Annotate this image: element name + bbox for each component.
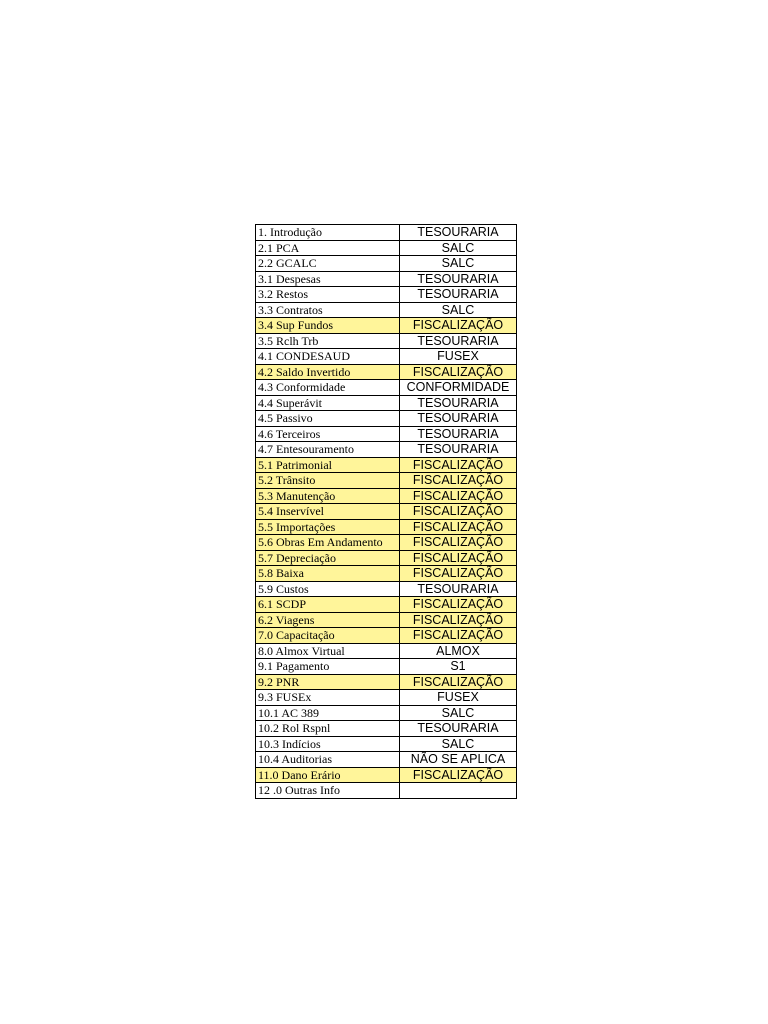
department-cell: SALC xyxy=(400,705,517,721)
item-cell: 4.6 Terceiros xyxy=(256,426,400,442)
table-row xyxy=(256,659,517,675)
department-cell: FISCALIZAÇÃO xyxy=(400,767,517,783)
table-row xyxy=(256,457,517,473)
table-row xyxy=(256,364,517,380)
department-cell: FUSEX xyxy=(400,690,517,706)
table-row xyxy=(256,256,517,272)
item-cell: 11.0 Dano Erário xyxy=(256,767,400,783)
item-cell: 4.1 CONDESAUD xyxy=(256,349,400,365)
item-cell: 5.3 Manutenção xyxy=(256,488,400,504)
department-cell: FISCALIZAÇÃO xyxy=(400,535,517,551)
item-cell: 4.2 Saldo Invertido xyxy=(256,364,400,380)
table-row xyxy=(256,426,517,442)
department-cell xyxy=(400,783,517,799)
table-row xyxy=(256,302,517,318)
item-cell: 10.4 Auditorias xyxy=(256,752,400,768)
department-cell: TESOURARIA xyxy=(400,721,517,737)
table-row xyxy=(256,271,517,287)
item-cell: 7.0 Capacitação xyxy=(256,628,400,644)
table-row xyxy=(256,442,517,458)
department-cell: S1 xyxy=(400,659,517,675)
table-row xyxy=(256,411,517,427)
item-cell: 9.3 FUSEx xyxy=(256,690,400,706)
item-cell: 5.6 Obras Em Andamento xyxy=(256,535,400,551)
department-cell: FISCALIZAÇÃO xyxy=(400,457,517,473)
table-row xyxy=(256,581,517,597)
department-cell: FISCALIZAÇÃO xyxy=(400,566,517,582)
assignment-table-body xyxy=(256,225,517,799)
item-cell: 4.3 Conformidade xyxy=(256,380,400,396)
item-cell: 5.2 Trânsito xyxy=(256,473,400,489)
table-row xyxy=(256,690,517,706)
table-row xyxy=(256,318,517,334)
table-row xyxy=(256,333,517,349)
department-cell: TESOURARIA xyxy=(400,271,517,287)
item-cell: 10.2 Rol Rspnl xyxy=(256,721,400,737)
item-cell: 5.7 Depreciação xyxy=(256,550,400,566)
department-cell: FISCALIZAÇÃO xyxy=(400,550,517,566)
item-cell: 4.5 Passivo xyxy=(256,411,400,427)
table-row xyxy=(256,380,517,396)
table-row xyxy=(256,550,517,566)
item-cell: 6.2 Viagens xyxy=(256,612,400,628)
department-cell: TESOURARIA xyxy=(400,411,517,427)
table-row xyxy=(256,783,517,799)
department-cell: TESOURARIA xyxy=(400,426,517,442)
table-row xyxy=(256,535,517,551)
department-cell: FISCALIZAÇÃO xyxy=(400,597,517,613)
item-cell: 10.1 AC 389 xyxy=(256,705,400,721)
table-row xyxy=(256,566,517,582)
department-cell: FISCALIZAÇÃO xyxy=(400,612,517,628)
table-row xyxy=(256,752,517,768)
item-cell: 2.1 PCA xyxy=(256,240,400,256)
department-cell: FISCALIZAÇÃO xyxy=(400,318,517,334)
item-cell: 3.5 Rclh Trb xyxy=(256,333,400,349)
department-cell: FISCALIZAÇÃO xyxy=(400,488,517,504)
department-cell: SALC xyxy=(400,256,517,272)
department-cell: CONFORMIDADE xyxy=(400,380,517,396)
item-cell: 4.7 Entesouramento xyxy=(256,442,400,458)
department-cell: SALC xyxy=(400,240,517,256)
table-row xyxy=(256,767,517,783)
department-cell: TESOURARIA xyxy=(400,395,517,411)
department-cell: TESOURARIA xyxy=(400,225,517,241)
item-cell: 5.9 Custos xyxy=(256,581,400,597)
item-cell: 5.1 Patrimonial xyxy=(256,457,400,473)
department-cell: SALC xyxy=(400,736,517,752)
item-cell: 5.8 Baixa xyxy=(256,566,400,582)
table-row xyxy=(256,643,517,659)
department-cell: FISCALIZAÇÃO xyxy=(400,473,517,489)
table-row xyxy=(256,504,517,520)
item-cell: 1. Introdução xyxy=(256,225,400,241)
table-row xyxy=(256,473,517,489)
table-row xyxy=(256,705,517,721)
item-cell: 10.3 Indícios xyxy=(256,736,400,752)
item-cell: 3.1 Despesas xyxy=(256,271,400,287)
item-cell: 3.2 Restos xyxy=(256,287,400,303)
table-row xyxy=(256,225,517,241)
table-row xyxy=(256,612,517,628)
table-row xyxy=(256,519,517,535)
department-cell: SALC xyxy=(400,302,517,318)
assignment-table xyxy=(255,224,517,799)
department-cell: TESOURARIA xyxy=(400,442,517,458)
table-row xyxy=(256,674,517,690)
department-cell: FISCALIZAÇÃO xyxy=(400,364,517,380)
table-row xyxy=(256,721,517,737)
item-cell: 4.4 Superávit xyxy=(256,395,400,411)
department-cell: TESOURARIA xyxy=(400,581,517,597)
item-cell: 8.0 Almox Virtual xyxy=(256,643,400,659)
item-cell: 12 .0 Outras Info xyxy=(256,783,400,799)
department-cell: FISCALIZAÇÃO xyxy=(400,674,517,690)
table-row xyxy=(256,240,517,256)
department-cell: FISCALIZAÇÃO xyxy=(400,519,517,535)
department-cell: ALMOX xyxy=(400,643,517,659)
item-cell: 2.2 GCALC xyxy=(256,256,400,272)
department-cell: TESOURARIA xyxy=(400,333,517,349)
department-cell: NÃO SE APLICA xyxy=(400,752,517,768)
table-row xyxy=(256,597,517,613)
item-cell: 6.1 SCDP xyxy=(256,597,400,613)
department-cell: FISCALIZAÇÃO xyxy=(400,504,517,520)
item-cell: 5.5 Importações xyxy=(256,519,400,535)
table-row xyxy=(256,287,517,303)
department-cell: TESOURARIA xyxy=(400,287,517,303)
item-cell: 9.1 Pagamento xyxy=(256,659,400,675)
item-cell: 9.2 PNR xyxy=(256,674,400,690)
table-row xyxy=(256,349,517,365)
item-cell: 3.3 Contratos xyxy=(256,302,400,318)
department-cell: FISCALIZAÇÃO xyxy=(400,628,517,644)
table-row xyxy=(256,628,517,644)
table-row xyxy=(256,736,517,752)
item-cell: 3.4 Sup Fundos xyxy=(256,318,400,334)
item-cell: 5.4 Inservível xyxy=(256,504,400,520)
department-cell: FUSEX xyxy=(400,349,517,365)
table-row xyxy=(256,488,517,504)
table-row xyxy=(256,395,517,411)
